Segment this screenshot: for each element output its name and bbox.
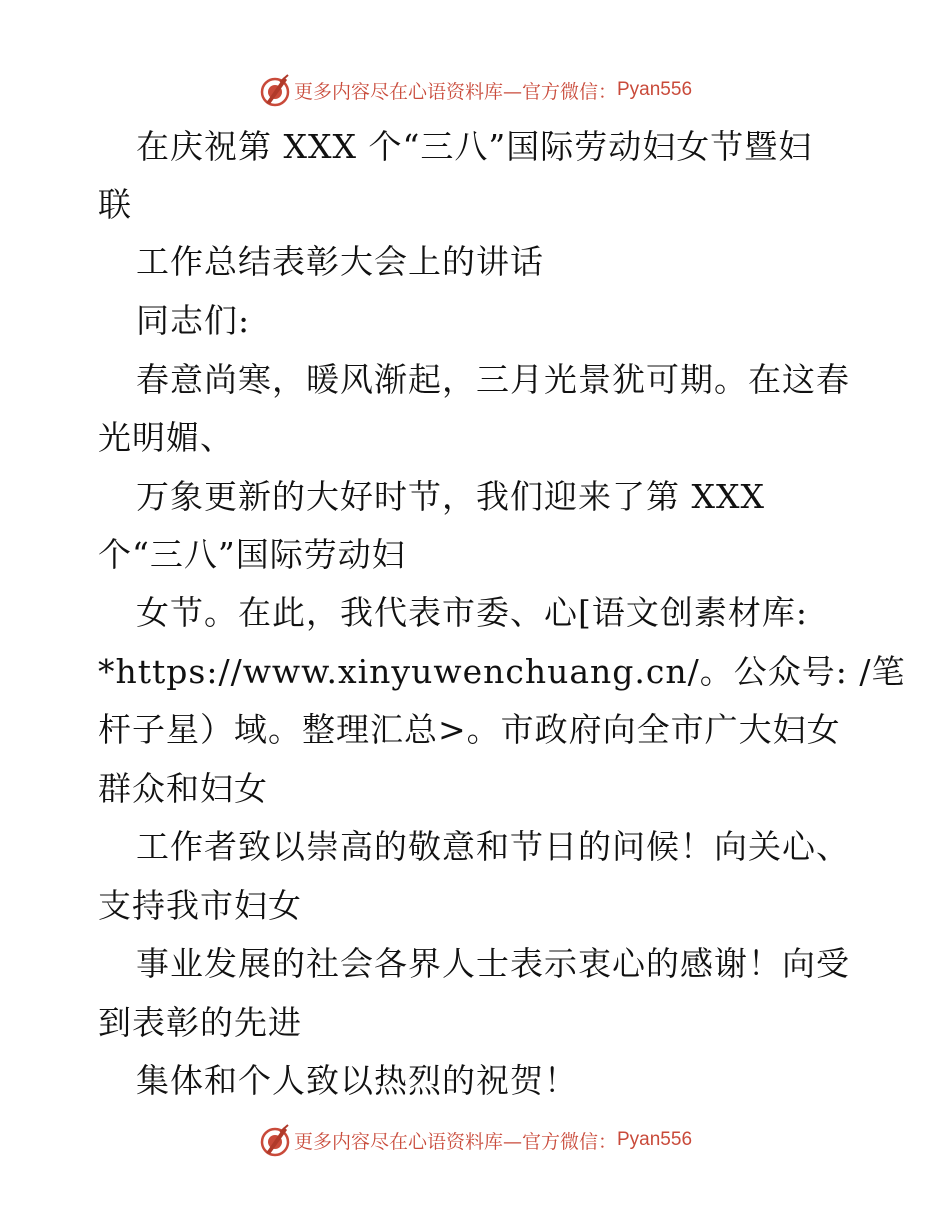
quill-pen-logo-icon [258,73,292,107]
title-line-2: 联 [98,185,132,224]
watermark-wechat-id: Pyan556 [617,79,693,100]
paragraph-line: 光明媚、 [98,418,234,457]
paragraph-line: 万象更新的大好时节，我们迎来了第 XXX [136,477,765,516]
footer-watermark [0,1120,950,1160]
watermark-text: 更多内容尽在心语资料库—官方微信： [293,1130,617,1153]
paragraph-line: 杆子星）域。整理汇总>。市政府向全市广大妇女 [98,710,841,749]
header-watermark [0,70,950,110]
paragraph-line: 群众和妇女 [98,769,268,808]
salutation: 同志们: [136,301,251,340]
paragraph-line: 事业发展的社会各界人士表示衷心的感谢！向受 [136,944,850,983]
paragraph-line: 春意尚寒，暖风渐起，三月光景犹可期。在这春 [136,360,850,399]
paragraph-line: 集体和个人致以热烈的祝贺！ [136,1061,578,1100]
title-line-3: 工作总结表彰大会上的讲话 [136,242,544,281]
paragraph-line: 到表彰的先进 [98,1003,302,1042]
watermark-text: 更多内容尽在心语资料库—官方微信： [293,80,617,103]
paragraph-line: 工作者致以崇高的敬意和节日的问候！向关心、 [136,827,850,866]
paragraph-line: 个“三八”国际劳动妇 [98,535,406,574]
title-line-1: 在庆祝第 XXX 个“三八”国际劳动妇女节暨妇 [136,127,813,166]
quill-pen-logo-icon [258,1123,292,1157]
paragraph-line: 女节。在此，我代表市委、心[语文创素材库: [136,593,808,632]
watermark-wechat-id: Pyan556 [617,1129,693,1150]
paragraph-line: *https://www.xinyuwenchuang.cn/。公众号: /笔 [98,652,906,691]
paragraph-line: 支持我市妇女 [98,886,302,925]
